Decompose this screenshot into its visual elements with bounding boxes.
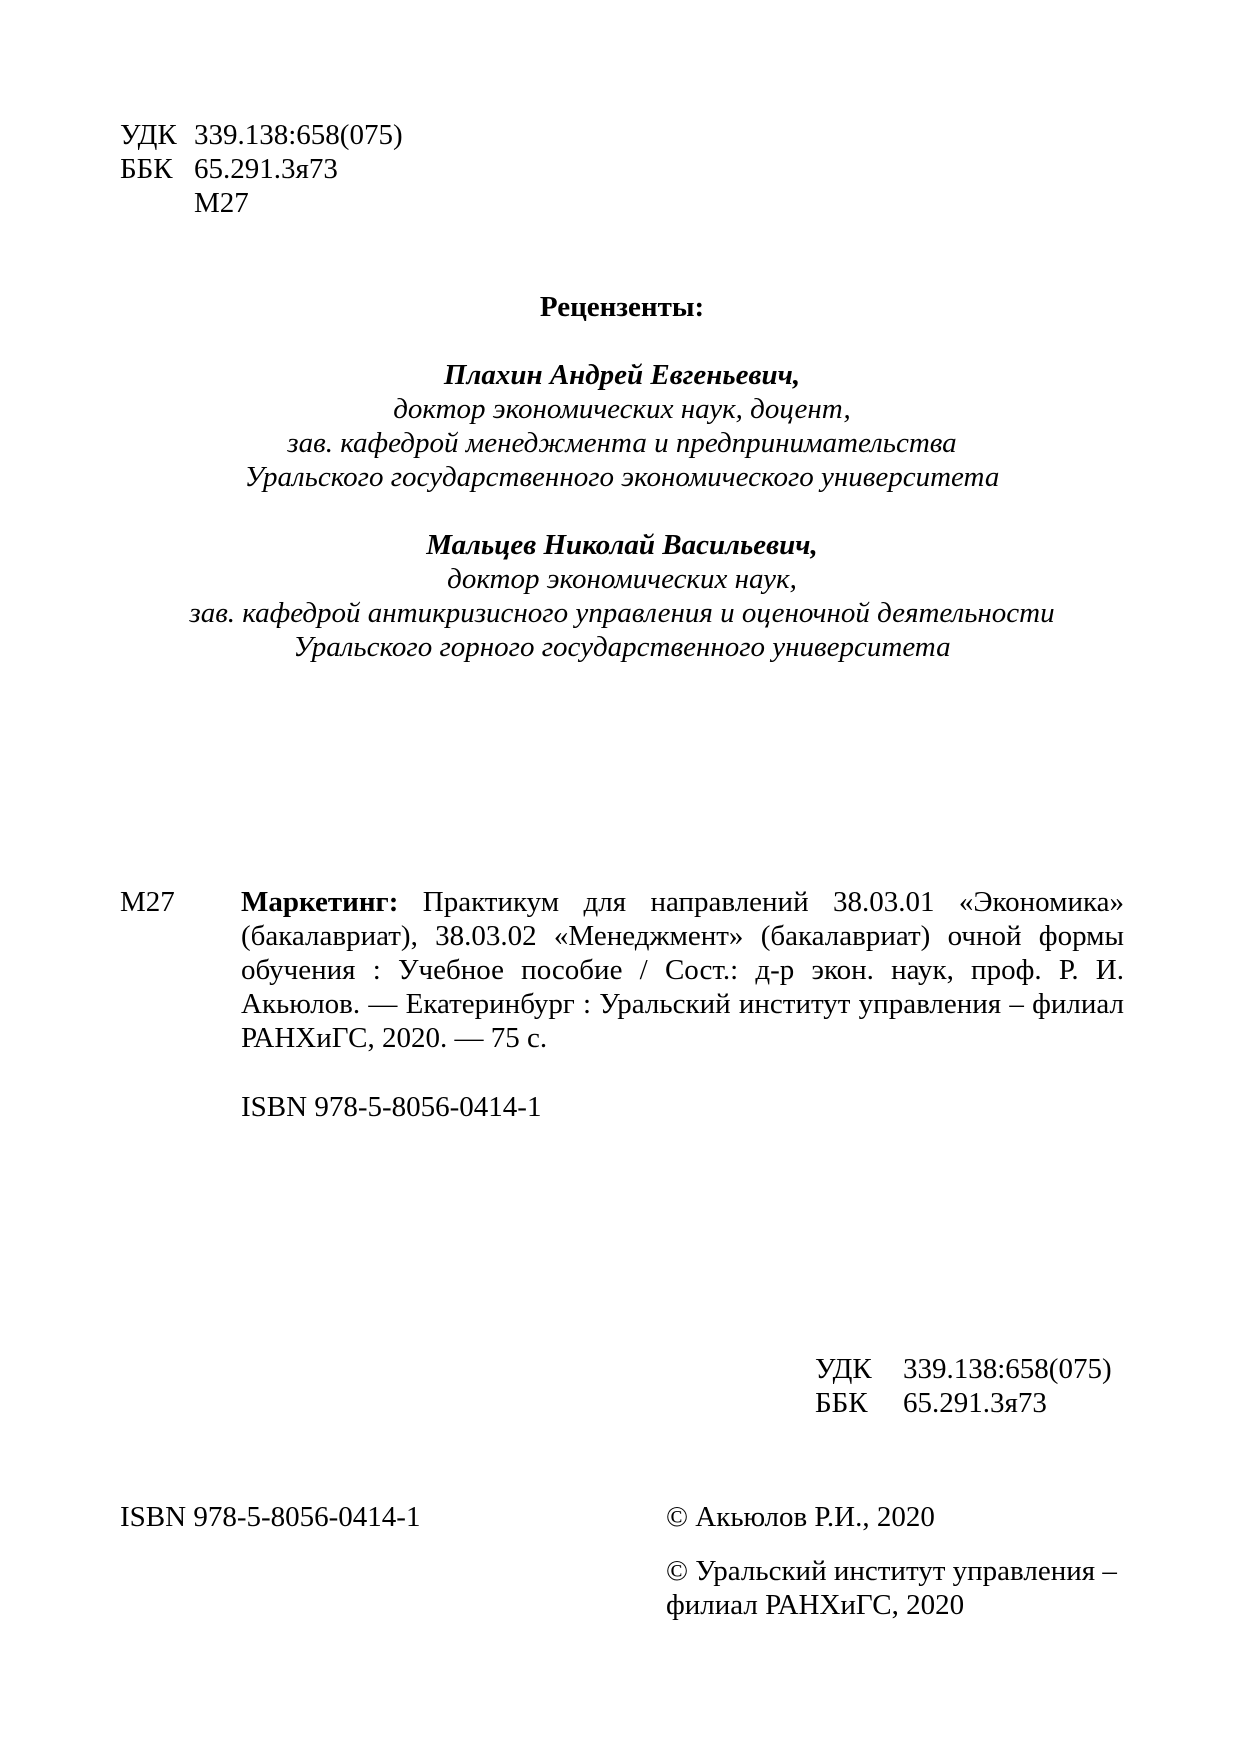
reviewer-degree: доктор экономических наук, [447, 563, 797, 595]
reviewer-university: Уральского горного государственного университета [293, 631, 951, 663]
bbk-label: ББК [120, 153, 173, 185]
reviewer-1 [120, 358, 1124, 494]
bbk-row [120, 152, 403, 186]
bbk-row [815, 1386, 1112, 1420]
classification-block-top [120, 118, 403, 220]
udk-label: УДК [815, 1353, 872, 1385]
udk-value: 339.138:658(075) [903, 1353, 1112, 1385]
reviewers-section [120, 290, 1124, 698]
author-mark-row [120, 186, 403, 220]
copyright-author: © Акьюлов Р.И., 2020 [666, 1501, 935, 1533]
reviewer-position: зав. кафедрой менеджмента и предпринимательства [287, 427, 957, 459]
reviewer-university: Уральского государственного экономического университета [244, 461, 1000, 493]
udk-label: УДК [120, 119, 177, 151]
copyright-block [666, 1500, 1136, 1622]
biblio-description: Практикум для направлений 38.03.01 «Экономика» (бакалавриат), 38.03.02 «Менеджмент» (бакалавриат) очной формы обучения : Учебное пособие / Сост.: д-р экон. наук, проф. Р. И. Акьюлов. — Екатеринбург : Уральский институт управления – филиал РАНХиГС, 2020. — 75 с. [241, 886, 1125, 1054]
classification-block-bottom [815, 1352, 1112, 1420]
reviewer-degree: доктор экономических наук, доцент, [393, 393, 851, 425]
biblio-isbn: ISBN 978-5-8056-0414-1 [241, 1091, 542, 1123]
reviewer-position: зав. кафедрой антикризисного управления и оценочной деятельности [189, 597, 1055, 629]
biblio-title: Маркетинг: [241, 886, 399, 918]
reviewer-2 [120, 528, 1124, 664]
reviewer-name: Плахин Андрей Евгеньевич, [443, 359, 801, 391]
footer-isbn: ISBN 978-5-8056-0414-1 [120, 1501, 421, 1533]
reviewers-heading: Рецензенты: [539, 291, 705, 323]
udk-value: 339.138:658(075) [194, 119, 403, 151]
biblio-code: М27 [120, 886, 175, 918]
udk-row [120, 118, 403, 152]
author-mark: М27 [194, 187, 249, 219]
udk-row [815, 1352, 1112, 1386]
biblio-text [241, 885, 1124, 1055]
bbk-value: 65.291.3я73 [194, 153, 338, 185]
reviewer-name: Мальцев Николай Васильевич, [426, 529, 818, 561]
bibliographic-entry [120, 885, 1124, 1055]
copyright-institute: © Уральский институт управления – филиал РАНХиГС, 2020 [666, 1555, 1117, 1621]
bbk-label: ББК [815, 1387, 868, 1419]
bbk-value: 65.291.3я73 [903, 1387, 1047, 1419]
